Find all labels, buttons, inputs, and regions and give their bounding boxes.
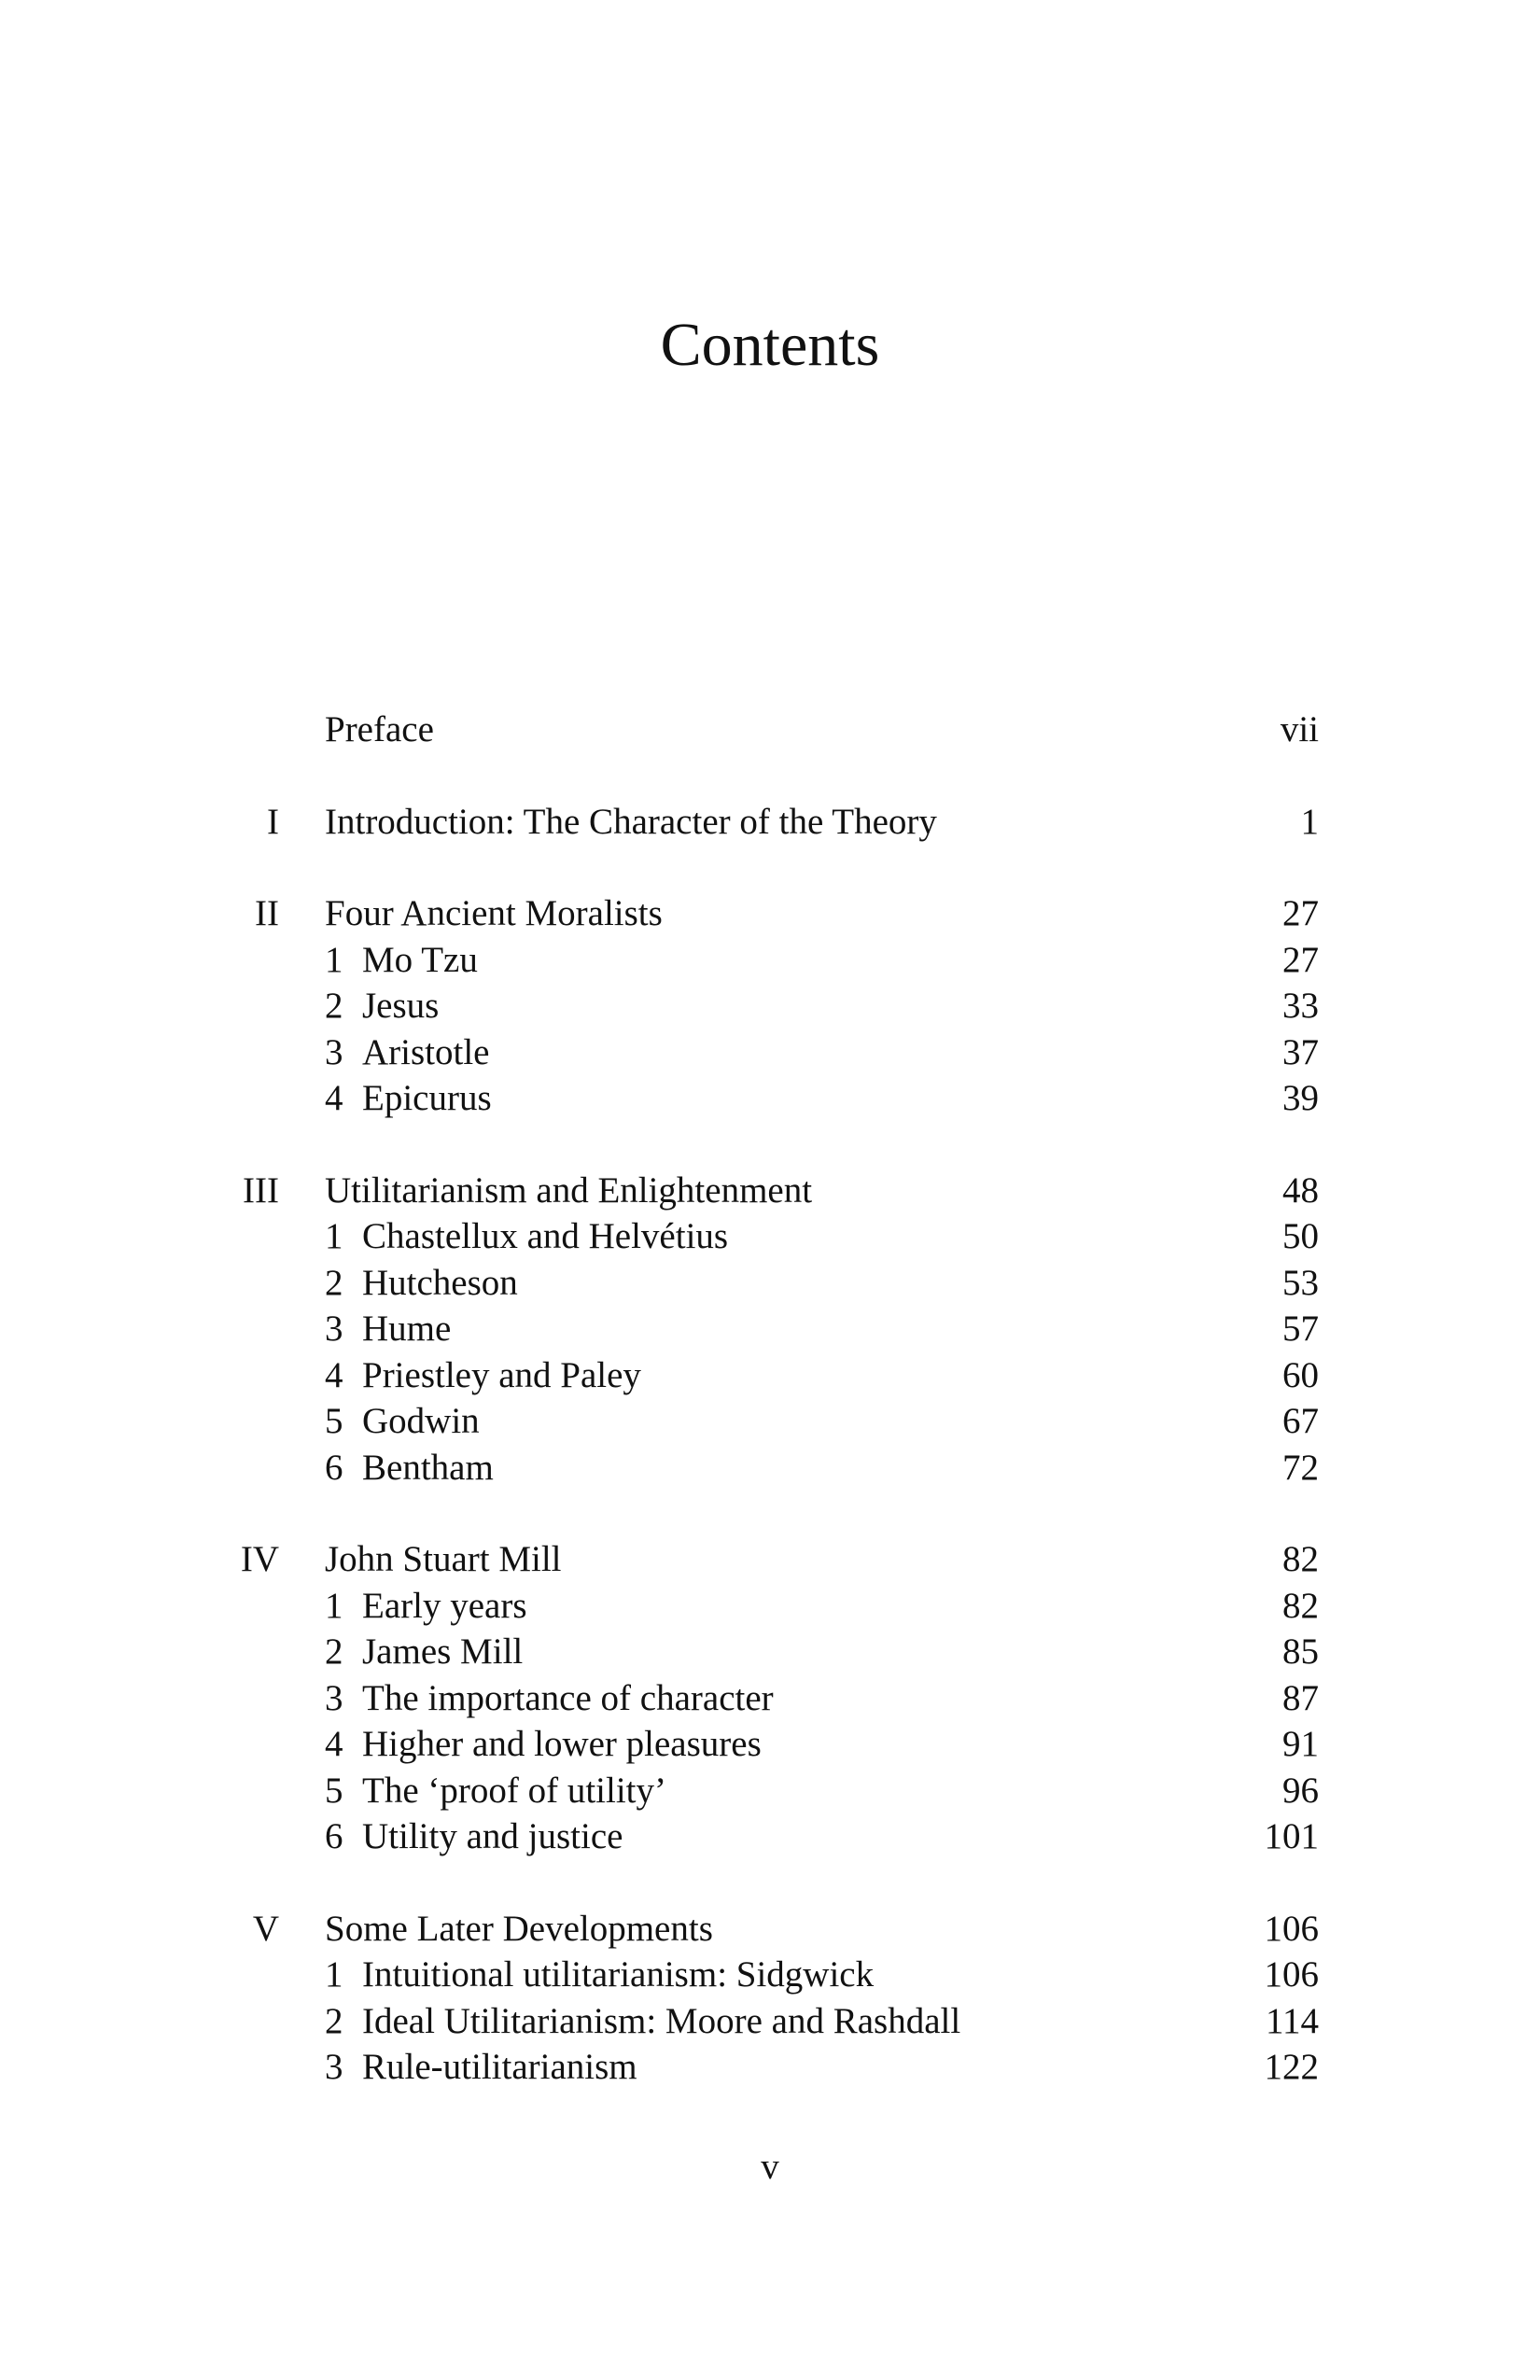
- chapter-title: Preface: [325, 709, 434, 749]
- section-title: Godwin: [362, 1401, 480, 1441]
- toc-chapter-group: [0, 1906, 1540, 2091]
- section-label: [325, 1445, 494, 1491]
- toc-section-entry: [0, 2044, 1540, 2091]
- section-label: [325, 1398, 480, 1445]
- section-title: Early years: [362, 1585, 527, 1626]
- section-page-number: 57: [1282, 1309, 1319, 1349]
- toc-section-entry: [0, 983, 1540, 1029]
- section-title: Rule-utilitarianism: [362, 2047, 637, 2087]
- section-page-number: 37: [1282, 1031, 1319, 1072]
- toc-chapter-group: [0, 707, 1540, 753]
- toc-chapter-entry: [0, 707, 1540, 753]
- page-number-folio: v: [761, 2147, 779, 2187]
- section-label: [325, 937, 478, 984]
- section-page-number: 87: [1282, 1677, 1319, 1718]
- section-title: Utility and justice: [362, 1816, 623, 1856]
- section-page-number: 122: [1264, 2047, 1319, 2087]
- section-label: [325, 1352, 641, 1399]
- section-label: [325, 1260, 518, 1307]
- toc-section-entry: [0, 1306, 1540, 1352]
- chapter-page-number: 82: [1282, 1539, 1319, 1579]
- chapter-title: Some Later Developments: [325, 1908, 713, 1949]
- section-label: [325, 1306, 451, 1352]
- toc-section-entry: [0, 1352, 1540, 1399]
- section-title: Chastellux and Helvétius: [362, 1216, 729, 1256]
- section-title: Intuitional utilitarianism: Sidgwick: [362, 1954, 875, 1995]
- chapter-page-number: 48: [1282, 1169, 1319, 1211]
- section-page-number: 96: [1282, 1770, 1319, 1811]
- section-page-number: 85: [1282, 1631, 1319, 1672]
- section-label: [325, 1583, 527, 1630]
- chapter-page-number: 106: [1264, 1908, 1319, 1949]
- toc-section-entry: [0, 1768, 1540, 1814]
- section-number: 6: [325, 1816, 343, 1856]
- section-label: [325, 1721, 762, 1768]
- toc-section-entry: [0, 1675, 1540, 1722]
- section-page-number: 106: [1264, 1954, 1319, 1995]
- toc-chapter-entry: [0, 1168, 1540, 1214]
- section-label: [325, 1675, 774, 1722]
- page-title: Contents: [660, 311, 880, 379]
- section-page-number: 114: [1265, 2000, 1319, 2041]
- section-label: [325, 1998, 960, 2045]
- section-label: [325, 983, 439, 1029]
- section-label: [325, 1029, 489, 1076]
- section-number: 1: [325, 1585, 343, 1626]
- chapter-numeral: IV: [240, 1539, 279, 1579]
- section-number: 2: [325, 1631, 343, 1672]
- section-number: 6: [325, 1447, 343, 1488]
- section-label: [325, 2044, 637, 2091]
- section-label: [325, 1075, 492, 1122]
- section-number: 4: [325, 1724, 343, 1764]
- toc-section-entry: [0, 1260, 1540, 1307]
- section-number: 3: [325, 2047, 343, 2087]
- section-title: Epicurus: [362, 1078, 492, 1118]
- section-number: 2: [325, 2000, 343, 2041]
- section-title: Hume: [362, 1309, 452, 1349]
- toc-chapter-entry: [0, 1536, 1540, 1583]
- section-page-number: 53: [1282, 1262, 1319, 1303]
- section-title: Hutcheson: [362, 1262, 518, 1303]
- toc-section-entry: [0, 1629, 1540, 1675]
- section-title: Higher and lower pleasures: [362, 1724, 762, 1764]
- section-page-number: 101: [1264, 1816, 1319, 1856]
- toc-section-entry: [0, 1998, 1540, 2045]
- chapter-numeral: II: [255, 893, 279, 933]
- chapter-numeral: I: [267, 801, 279, 842]
- section-label: [325, 1629, 523, 1675]
- toc-section-entry: [0, 1075, 1540, 1122]
- section-title: Aristotle: [362, 1031, 490, 1072]
- section-number: 3: [325, 1677, 343, 1718]
- toc-chapter-group: [0, 799, 1540, 846]
- chapter-numeral: III: [243, 1169, 279, 1211]
- chapter-page-number: vii: [1280, 709, 1319, 749]
- section-page-number: 33: [1282, 986, 1319, 1026]
- toc-section-entry: [0, 1721, 1540, 1768]
- section-number: 2: [325, 986, 343, 1026]
- section-number: 5: [325, 1770, 343, 1811]
- toc-section-entry: [0, 1445, 1540, 1491]
- chapter-title: Utilitarianism and Enlightenment: [325, 1169, 813, 1211]
- section-title: Bentham: [362, 1447, 494, 1488]
- toc-section-entry: [0, 1213, 1540, 1260]
- section-number: 1: [325, 939, 343, 980]
- toc-section-entry: [0, 1583, 1540, 1630]
- table-of-contents: [0, 707, 1540, 2136]
- section-title: Jesus: [362, 986, 440, 1026]
- section-number: 2: [325, 1262, 343, 1303]
- section-label: [325, 1213, 728, 1260]
- toc-chapter-entry: [0, 799, 1540, 846]
- toc-section-entry: [0, 1952, 1540, 1998]
- chapter-page-number: 27: [1282, 893, 1319, 933]
- section-page-number: 67: [1282, 1401, 1319, 1441]
- chapter-numeral: V: [252, 1908, 279, 1949]
- toc-chapter-entry: [0, 1906, 1540, 1953]
- section-number: 5: [325, 1401, 343, 1441]
- section-page-number: 72: [1282, 1447, 1319, 1488]
- section-title: The importance of character: [362, 1677, 774, 1718]
- toc-chapter-entry: [0, 890, 1540, 937]
- section-page-number: 39: [1282, 1078, 1319, 1118]
- section-page-number: 27: [1282, 939, 1319, 980]
- section-page-number: 91: [1282, 1724, 1319, 1764]
- section-title: Priestley and Paley: [362, 1354, 641, 1395]
- toc-chapter-group: [0, 1536, 1540, 1860]
- toc-section-entry: [0, 937, 1540, 984]
- section-number: 4: [325, 1354, 343, 1395]
- section-number: 1: [325, 1216, 343, 1256]
- section-number: 1: [325, 1954, 343, 1995]
- section-label: [325, 1813, 623, 1860]
- section-number: 3: [325, 1309, 343, 1349]
- section-label: [325, 1768, 666, 1814]
- section-page-number: 82: [1282, 1585, 1319, 1626]
- chapter-title: Four Ancient Moralists: [325, 893, 663, 933]
- toc-section-entry: [0, 1398, 1540, 1445]
- section-number: 4: [325, 1078, 343, 1118]
- section-page-number: 60: [1282, 1354, 1319, 1395]
- section-number: 3: [325, 1031, 343, 1072]
- chapter-page-number: 1: [1300, 801, 1319, 842]
- section-title: Mo Tzu: [362, 939, 478, 980]
- section-title: The ‘proof of utility’: [362, 1770, 666, 1811]
- toc-section-entry: [0, 1813, 1540, 1860]
- toc-section-entry: [0, 1029, 1540, 1076]
- section-title: Ideal Utilitarianism: Moore and Rashdall: [362, 2000, 961, 2041]
- section-label: [325, 1952, 874, 1998]
- chapter-title: Introduction: The Character of the Theory: [325, 801, 937, 842]
- toc-chapter-group: [0, 890, 1540, 1122]
- section-title: James Mill: [362, 1631, 524, 1672]
- chapter-title: John Stuart Mill: [325, 1539, 562, 1579]
- section-page-number: 50: [1282, 1216, 1319, 1256]
- toc-chapter-group: [0, 1168, 1540, 1491]
